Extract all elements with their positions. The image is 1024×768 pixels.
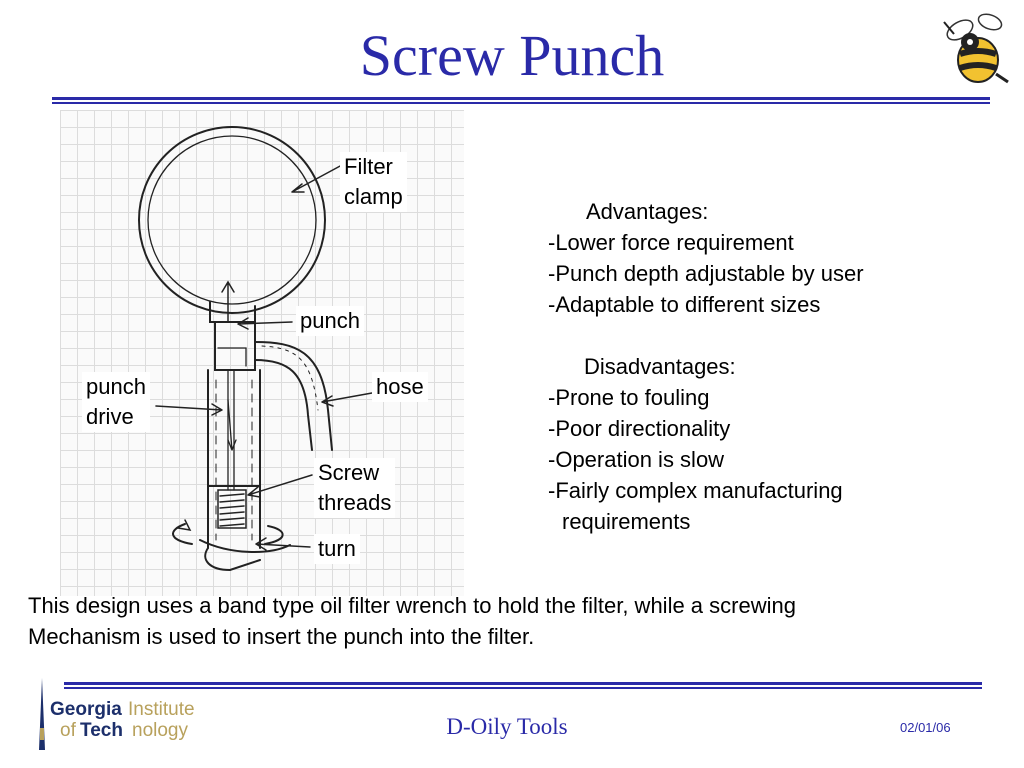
disadvantage-item: -Operation is slow	[548, 447, 725, 472]
description-line: Mechanism is used to insert the punch into the filter.	[28, 624, 535, 649]
screw-punch-sketch	[60, 110, 464, 596]
logo-georgia: Georgia	[50, 699, 122, 720]
advantage-item: -Adaptable to different sizes	[548, 292, 821, 317]
footer-date: 02/01/06	[900, 720, 951, 735]
footer-team-name: D-Oily Tools	[446, 714, 568, 739]
disadvantage-item-continuation: requirements	[562, 509, 691, 534]
logo-of: of	[60, 720, 76, 741]
disadvantage-item: -Fairly complex manufacturing	[548, 478, 843, 503]
label-punch-drive: punch drive	[82, 372, 150, 432]
description-line: This design uses a band type oil filter wrench to hold the filter, while a screwing	[28, 593, 796, 618]
pros-cons-list	[548, 196, 864, 537]
disadvantage-item: -Poor directionality	[548, 416, 731, 441]
advantage-item: -Punch depth adjustable by user	[548, 261, 864, 286]
disadvantage-item: -Prone to fouling	[548, 385, 710, 410]
title-divider	[52, 97, 990, 105]
label-screw-threads: Screw threads	[314, 458, 395, 518]
yellow-jacket-mascot-icon	[940, 8, 1016, 88]
label-filter-clamp: Filter clamp	[340, 152, 407, 212]
label-punch: punch	[296, 306, 364, 336]
slide-title: Screw Punch	[359, 23, 665, 88]
label-hose: hose	[372, 372, 428, 402]
logo-tech: Tech	[80, 720, 123, 741]
advantage-item: -Lower force requirement	[548, 230, 794, 255]
label-turn: turn	[314, 534, 360, 564]
disadvantages-heading: Disadvantages:	[584, 354, 736, 379]
design-description	[28, 590, 988, 652]
logo-institute: Institute	[128, 699, 195, 720]
logo-nology: nology	[132, 720, 188, 741]
advantages-heading: Advantages:	[586, 199, 709, 224]
